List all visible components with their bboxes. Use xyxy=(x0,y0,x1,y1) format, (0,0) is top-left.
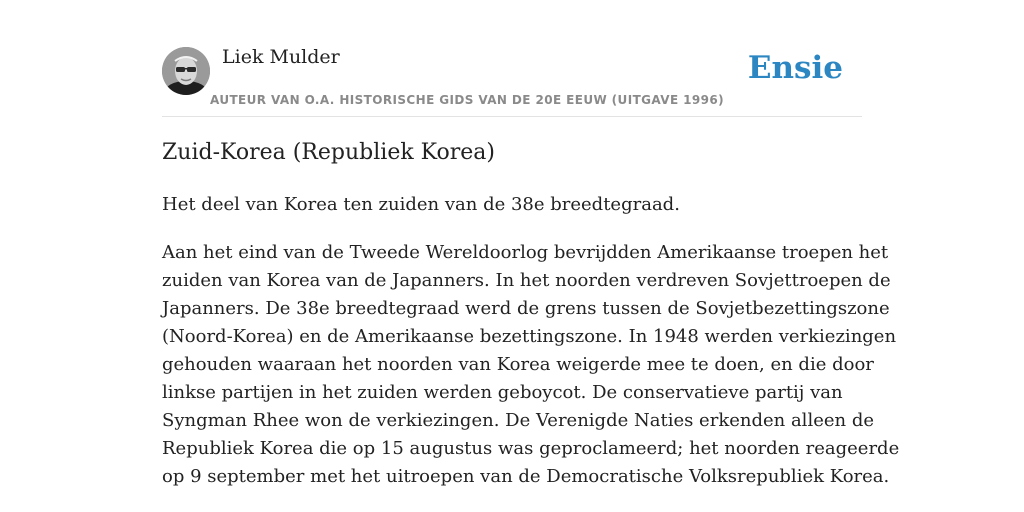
article-body-line: Republiek Korea die op 15 augustus was geproclameerd; het noorden reageerde xyxy=(162,438,900,459)
author-subtitle: AUTEUR VAN O.A. HISTORISCHE GIDS VAN DE 20E EEUW (UITGAVE 1996) xyxy=(210,93,725,107)
article-title: Zuid-Korea (Republiek Korea) xyxy=(162,140,495,165)
article-intro: Het deel van Korea ten zuiden van de 38e breedtegraad. xyxy=(162,194,680,215)
article-body-line: zuiden van Korea van de Japanners. In het noorden verdreven Sovjettroepen de xyxy=(162,270,891,291)
author-header xyxy=(162,40,862,117)
article-body xyxy=(162,239,900,491)
article-body-line: (Noord-Korea) en de Amerikaanse bezettingszone. In 1948 werden verkiezingen xyxy=(162,326,897,347)
author-avatar[interactable] xyxy=(162,47,210,95)
ensie-logo[interactable]: Ensie xyxy=(747,50,843,86)
author-portrait-icon xyxy=(162,47,210,95)
article-body-line: gehouden waaraan het noorden van Korea weigerde mee te doen, en die door xyxy=(162,354,874,375)
article-body-line: Aan het eind van de Tweede Wereldoorlog bevrijdden Amerikaanse troepen het xyxy=(162,242,889,263)
article-body-line: Syngman Rhee won de verkiezingen. De Verenigde Naties erkenden alleen de xyxy=(162,410,874,431)
author-name[interactable]: Liek Mulder xyxy=(222,46,340,68)
article-body-line: op 9 september met het uitroepen van de Democratische Volksrepubliek Korea. xyxy=(162,466,890,487)
article-body-line: Japanners. De 38e breedtegraad werd de grens tussen de Sovjetbezettingszone xyxy=(162,298,890,319)
article-body-line: linkse partijen in het zuiden werden geboycot. De conservatieve partij van xyxy=(162,382,843,403)
